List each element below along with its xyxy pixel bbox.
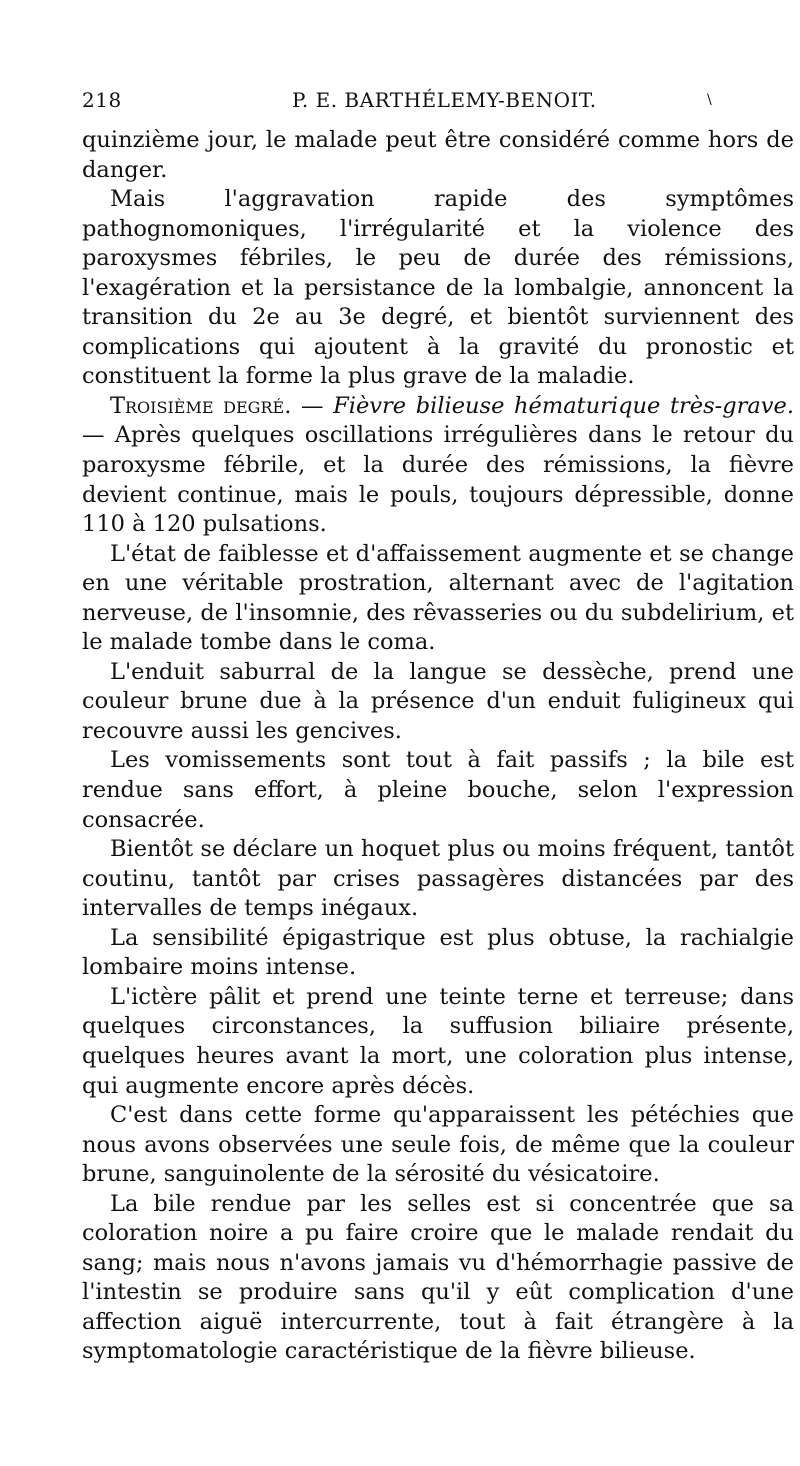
page-number: 218	[82, 88, 122, 112]
section-heading: Troisième degré.	[110, 392, 292, 419]
paragraph: Mais l'aggravation rapide des symptômes pathognomoniques, l'irrégularité et la violence des paroxysmes fébriles, le peu de durée des rémissions, l'exagération et la persistance de la lombalgie, annoncent la transition du 2e au 3e degré, et bientôt surviennent des complications qui ajoutent à la gravité du pronostic et constituent la forme la plus grave de la maladie.	[82, 186, 794, 390]
paragraph: La bile rendue par les selles est si concentrée que sa coloration noire a pu faire croire que le malade rendait du sang; mais nous n'avons jamais vu d'hémorrhagie passive de l'intestin se produire sans qu'il y eût complication d'une affection aiguë intercurrente, tout à fait étrangère à la symptomatologie caractéristique de la fièvre bilieuse.	[82, 1190, 794, 1365]
paragraph: La sensibilité épigastrique est plus obtuse, la rachialgie lombaire moins intense.	[82, 924, 794, 981]
section-paragraph	[82, 392, 794, 540]
paragraph: L'enduit saburral de la langue se dessèche, prend une couleur brune due à la présence d'un enduit fuligineux qui recouvre aussi les gencives.	[82, 658, 794, 744]
paragraph: quinzième jour, le malade peut être considéré comme hors de danger.	[82, 127, 794, 183]
paragraph: L'ictère pâlit et prend une teinte terne et terreuse; dans quelques circonstances, la suffusion biliaire présente, quelques heures avant la mort, une coloration plus intense, qui augmente encore après décès.	[82, 983, 794, 1099]
section-text: — Après quelques oscillations irrégulières dans le retour du paroxysme fébrile, et la durée des rémissions, la fièvre devient continue, mais le pouls, toujours dépressible, donne 110 à 120 pulsations.	[82, 422, 794, 538]
paragraph: Les vomissements sont tout à fait passifs ; la bile est rendue sans effort, à pleine bouche, selon l'expression consacrée.	[82, 747, 794, 833]
heading-dash: —	[291, 392, 334, 419]
paragraph: L'état de faiblesse et d'affaissement augmente et se change en une véritable prostration, alternant avec de l'agitation nerveuse, de l'insomnie, des rêvasseries ou du subdelirium, et le malade tombe dans le coma.	[82, 540, 794, 656]
margin-mark: \	[707, 92, 713, 108]
page-body	[82, 126, 794, 1367]
section-title: Fièvre bilieuse hématurique très-grave.	[333, 392, 794, 419]
paragraph: Bientôt se déclare un hoquet plus ou moins fréquent, tantôt coutinu, tantôt par crises passagères distancées par des intervalles de temps inégaux.	[82, 836, 794, 922]
paragraph: C'est dans cette forme qu'apparaissent les pétéchies que nous avons observées une seule fois, de même que la couleur brune, sanguinolente de la sérosité du vésicatoire.	[82, 1102, 794, 1188]
running-title: P. E. BARTHÉLEMY-BENOIT.	[292, 88, 597, 112]
